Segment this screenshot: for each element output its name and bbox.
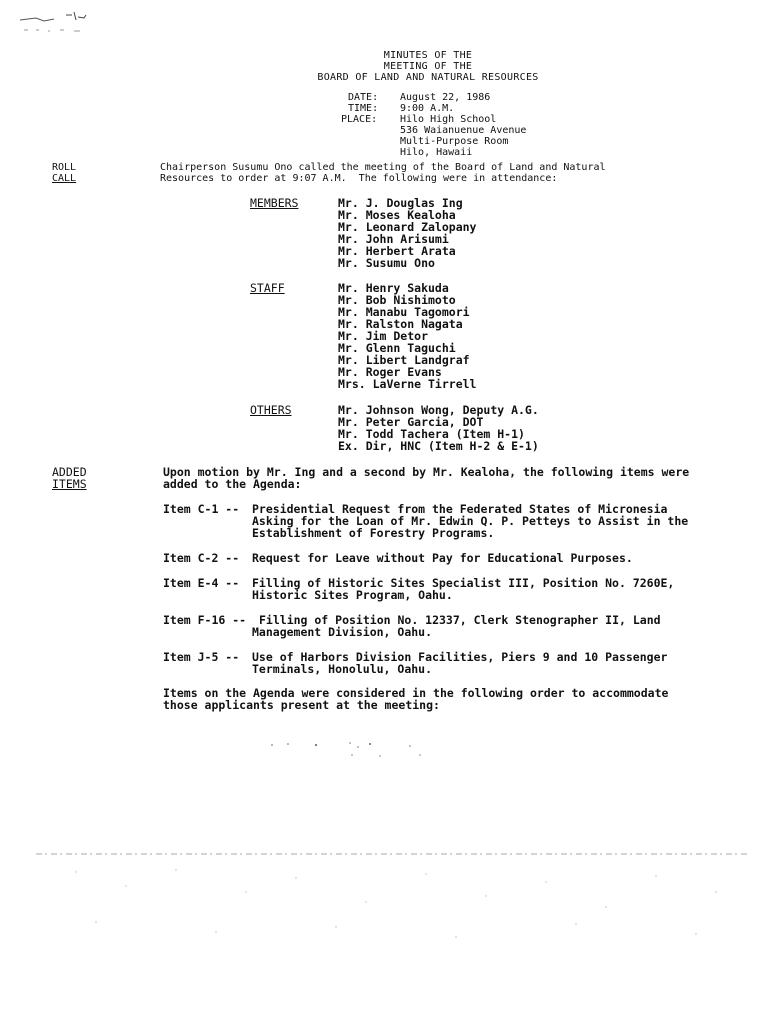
item-text: Asking for the Loan of Mr. Edwin Q. P. Petteys to Assist in the xyxy=(252,514,689,528)
title-line-3: BOARD OF LAND AND NATURAL RESOURCES xyxy=(317,72,539,83)
scan-specks xyxy=(260,735,460,765)
scan-artifact-logo xyxy=(14,6,94,36)
member-name: Mr. J. Douglas Ing xyxy=(338,196,463,210)
member-name: Mr. Moses Kealoha xyxy=(338,208,456,222)
item-text: Filling of Position No. 12337, Clerk Stenographer II, Land xyxy=(259,613,661,627)
title-line-2: MEETING OF THE xyxy=(383,61,473,72)
roll-call-text: Chairperson Susumu Ono called the meeting of the Board of Land and Natural xyxy=(160,162,606,173)
item-text: Terminals, Honolulu, Oahu. xyxy=(252,662,433,676)
staff-name: Mr. Bob Nishimoto xyxy=(338,293,456,307)
other-name: Mr. Todd Tachera (Item H-1) xyxy=(338,427,525,441)
scan-noise xyxy=(36,852,748,952)
item-id: Item C-1 -- xyxy=(163,502,240,516)
other-name: Mr. Peter Garcia, DOT xyxy=(338,415,484,429)
other-name: Ex. Dir, HNC (Item H-2 & E-1) xyxy=(338,439,539,453)
staff-name: Mr. Ralston Nagata xyxy=(338,317,463,331)
date-value: August 22, 1986 xyxy=(400,92,491,103)
place-line: Hilo, Hawaii xyxy=(400,147,473,158)
members-label: MEMBERS xyxy=(250,196,299,210)
place-label: PLACE: xyxy=(341,114,378,125)
staff-name: Mr. Glenn Taguchi xyxy=(338,341,456,355)
staff-name: Mr. Roger Evans xyxy=(338,365,442,379)
item-id: Item F-16 -- xyxy=(163,613,247,627)
roll-call-label: ROLL xyxy=(52,162,77,173)
added-items-intro: added to the Agenda: xyxy=(163,477,302,491)
staff-name: Mr. Manabu Tagomori xyxy=(338,305,470,319)
title-line-1: MINUTES OF THE xyxy=(383,50,473,61)
item-id: Item E-4 -- xyxy=(163,576,240,590)
added-items-intro: Upon motion by Mr. Ing and a second by Mr. Kealoha, the following items were xyxy=(163,465,690,479)
staff-name: Mr. Libert Landgraf xyxy=(338,353,470,367)
time-value: 9:00 A.M. xyxy=(400,103,455,114)
item-text: Use of Harbors Division Facilities, Piers 9 and 10 Passenger xyxy=(252,650,668,664)
item-text: Filling of Historic Sites Specialist III, Position No. 7260E, xyxy=(252,576,675,590)
staff-label: STAFF xyxy=(250,281,285,295)
item-id: Item C-2 -- xyxy=(163,551,240,565)
item-text: Presidential Request from the Federated States of Micronesia xyxy=(252,502,668,516)
item-text: Request for Leave without Pay for Educational Purposes. xyxy=(252,551,633,565)
date-label: DATE: xyxy=(348,92,379,103)
member-name: Mr. Leonard Zalopany xyxy=(338,220,477,234)
other-name: Mr. Johnson Wong, Deputy A.G. xyxy=(338,403,539,417)
added-items-label: ITEMS xyxy=(52,477,87,491)
others-label: OTHERS xyxy=(250,403,292,417)
item-id: Item J-5 -- xyxy=(163,650,240,664)
place-line: Hilo High School xyxy=(400,114,497,125)
item-text: Establishment of Forestry Programs. xyxy=(252,526,495,540)
staff-name: Mr. Henry Sakuda xyxy=(338,281,449,295)
member-name: Mr. Herbert Arata xyxy=(338,244,456,258)
member-name: Mr. Susumu Ono xyxy=(338,256,435,270)
place-line: Multi-Purpose Room xyxy=(400,136,509,147)
item-text: Management Division, Oahu. xyxy=(252,625,433,639)
staff-name: Mrs. LaVerne Tirrell xyxy=(338,377,477,391)
place-line: 536 Waianuenue Avenue xyxy=(400,125,527,136)
closing-text: Items on the Agenda were considered in the following order to accommodate xyxy=(163,686,669,700)
roll-call-label: CALL xyxy=(52,173,77,184)
member-name: Mr. John Arisumi xyxy=(338,232,449,246)
staff-name: Mr. Jim Detor xyxy=(338,329,429,343)
item-text: Historic Sites Program, Oahu. xyxy=(252,588,453,602)
closing-text: those applicants present at the meeting: xyxy=(163,698,440,712)
roll-call-text: Resources to order at 9:07 A.M. The following were in attendance: xyxy=(160,173,558,184)
added-items-label: ADDED xyxy=(52,465,87,479)
time-label: TIME: xyxy=(348,103,379,114)
